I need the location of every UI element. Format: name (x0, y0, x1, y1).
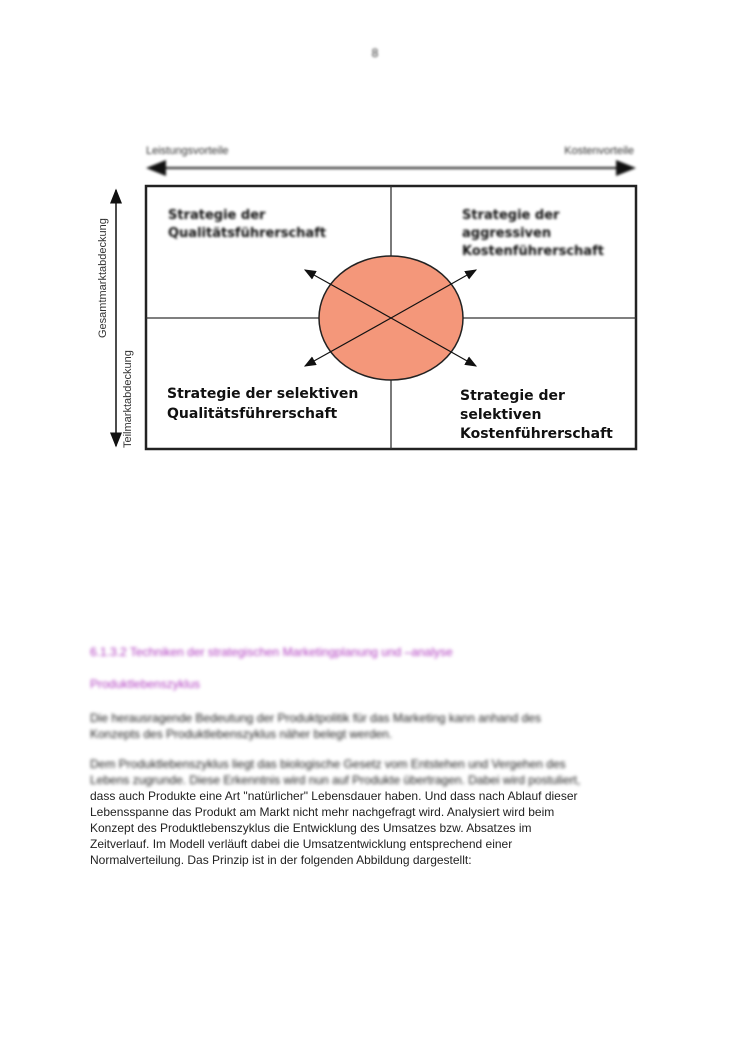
quadrant-bottom-right-line3: Kostenführerschaft (460, 426, 613, 442)
paragraph-body-blurred (90, 756, 650, 788)
paragraph-intro (90, 710, 650, 742)
paragraph-line: Zeitverlauf. Im Modell verläuft dabei die Umsatzentwicklung entsprechend einer (90, 837, 513, 851)
paragraph-body (90, 788, 650, 868)
paragraph-line: dass auch Produkte eine Art "natürlicher" Lebensdauer haben. Und dass nach Ablauf dieser (90, 789, 578, 803)
axis-top-label: Gesamtmarktabdeckung (97, 218, 109, 338)
quadrant-bottom-right-line2: selektiven (460, 407, 542, 423)
axis-bottom-label: Teilmarktabdeckung (122, 350, 134, 448)
quadrant-top-right-line3: Kostenführerschaft (462, 244, 604, 259)
paragraph-line: Dem Produktlebenszyklus liegt das biologische Gesetz vom Entstehen und Vergehen des (90, 757, 566, 771)
top-right-arrow-label: Kostenvorteile (564, 145, 634, 157)
paragraph-line: Konzepts des Produktlebenszyklus näher belegt werden. (90, 727, 393, 741)
section-subheading: Produktlebenszyklus (90, 677, 201, 691)
quadrant-top-left-line2: Qualitätsführerschaft (168, 226, 327, 241)
top-left-arrow-label: Leistungsvorteile (146, 145, 229, 157)
section-heading: 6.1.3.2 Techniken der strategischen Marketingplanung und –analyse (90, 645, 453, 659)
strategy-diagram (0, 0, 750, 480)
quadrant-top-left-line1: Strategie der (168, 208, 266, 223)
quadrant-bottom-left-line1: Strategie der selektiven (167, 386, 359, 402)
paragraph-line: Konzept des Produktlebenszyklus die Entwicklung des Umsatzes bzw. Absatzes im (90, 821, 532, 835)
page-number: 8 (371, 46, 379, 60)
paragraph-line: Die herausragende Bedeutung der Produktpolitik für das Marketing kann anhand des (90, 711, 541, 725)
paragraph-line: Lebensspanne das Produkt am Markt nicht mehr nachgefragt wird. Analysiert wird beim (90, 805, 555, 819)
paragraph-line: Normalverteilung. Das Prinzip ist in der folgenden Abbildung dargestellt: (90, 853, 472, 867)
quadrant-bottom-right-line1: Strategie der (460, 388, 565, 404)
quadrant-bottom-left-line2: Qualitätsführerschaft (167, 406, 338, 422)
quadrant-top-right-line2: aggressiven (462, 226, 552, 241)
quadrant-top-right-line1: Strategie der (462, 208, 560, 223)
paragraph-line: Lebens zugrunde. Diese Erkenntnis wird nun auf Produkte übertragen. Dabei wird postuliert, (90, 773, 581, 787)
